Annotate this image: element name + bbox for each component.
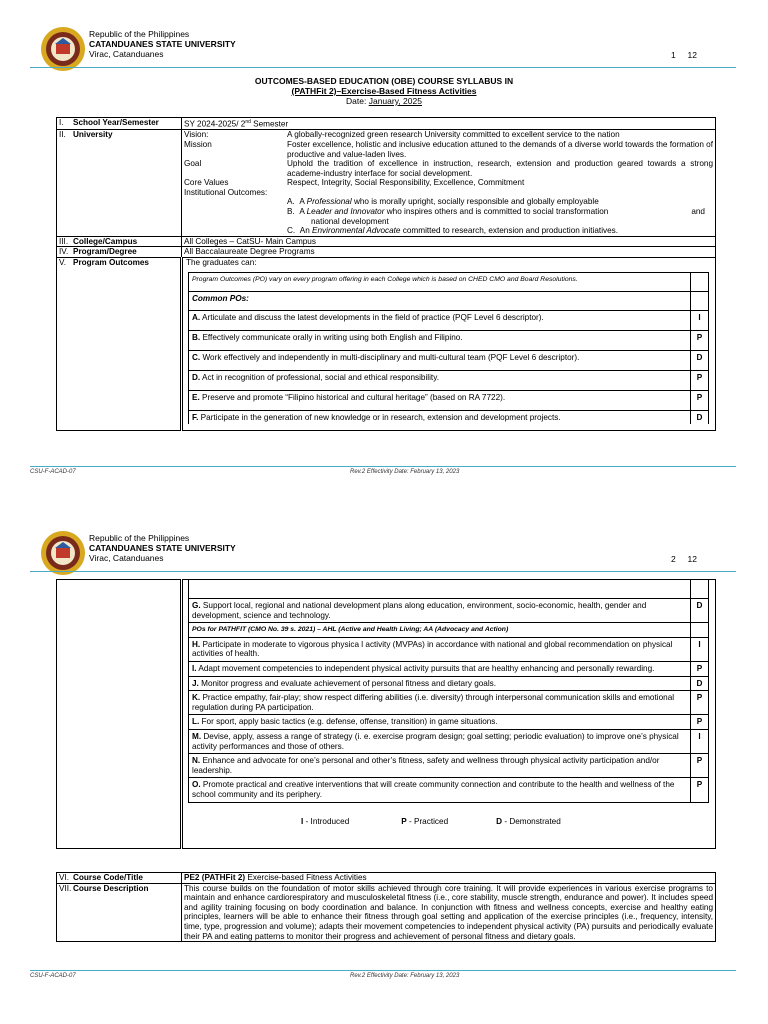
syllabus-table-1 xyxy=(56,117,716,431)
po-item: N. Enhance and advocate for one’s personal and other’s fitness, safety and wellness through physical activity participation and/or leadership. P xyxy=(189,754,708,778)
page-number: 2 12 xyxy=(671,554,698,564)
po-box-1: Program Outcomes (PO) vary on every program offering in each College which is based on CHED CMO and Board Resolutions. Common POs: A. Articulate and discuss the latest developments in the field of practice (PQF Level 6 descriptor). I B. Effectively communicate orally in writing using both English and Filipino. P C. Work effectively and independently in multi-disciplinary and multi-cultural team (PQF Level 6 descriptor). D D. Act in recognition of professional, social and ethical responsibility. P E. Preserve and promote “Filipino historical and cultural heritage” (based on RA 7722). P F. Participate in the generation of new knowledge or in research, extension and development projects. D xyxy=(188,272,709,425)
header-location: Virac, Catanduanes xyxy=(89,49,164,59)
po-item: I. Adapt movement competencies to independent physical activity pursuits that are healthy enhancing and personally rewarding. P xyxy=(189,662,708,677)
po-box-2: G. Support local, regional and national development plans along education, environment, socio-economic, health, gender and development, science and technology. D POs for PATHFIT (CMO No. 39 s. 2021) – AHL (Active and Health Living; AA (Advocacy and Action) H. Participate in moderate to vigorous physica l activity (MVPAs) in accordance with national and global recommendation on physical activities of health. I I. Adapt movement competencies to independent physical activity pursuits that are healthy enhancing and personally rewarding. P J. Monitor progress and evaluate achievement of personal fitness and dietary goals. D K. Practice empathy, fair-play; show respect differing abilities (i.e. diversity) through interpersonal communication skills and emotional regulation during PA participation. P L. For sport, apply basic tactics (e.g. defense, offense, transition) in game situations. P M. Devise, apply, assess a range of strategy (i. e. exercise program design; goal setting; periodic evaluation) to improve one’s physical activity performances and those of others. I N. Enhance and advocate for one’s personal and other’s fitness, safety and wellness through physical activity participation and/or leadership. P O. Promote practical and creative interventions that will create community connection and contribute to the health and wellness of the school community and its periphery. P xyxy=(188,580,709,803)
io-item: A. A Professional who is morally upright, socially responsible and globally employable xyxy=(287,197,599,207)
po-item: E. Preserve and promote “Filipino historical and cultural heritage” (based on RA 7722). P xyxy=(189,391,708,411)
footer-revision: Rev.2 Effectivity Date: February 13, 2023 xyxy=(350,973,460,979)
io-item: C. An Environmental Advocate committed to research, extension and production initiatives. xyxy=(287,226,619,236)
header-block xyxy=(89,29,236,59)
po-item: B. Effectively communicate orally in writing using both English and Filipino. P xyxy=(189,331,708,351)
po-item: F. Participate in the generation of new knowledge or in research, extension and development projects. D xyxy=(189,411,708,425)
university-seal-icon xyxy=(40,26,86,72)
course-description-text: This course builds on the foundation of motor skills achieved through core training. It will provide experiences in various exercise programs to maintain and enhance cardiorespiratory and musculoskeletal fitness (i.e., core stability, muscle strength, endurance and power). It includes speed and agility training focusing on body coordination and balance. In conjunction with fitness and wellness concepts, exercise and healthy eating principles, learners will be able to enhance their fitness through goal setting and application of the exercise principles (i.e., frequency, intensity, time, type, progression and volume); adapts their movement competencies to independent physical activity (PA) pursuits and periodically evaluate their PA and eating patterns to monitor their progress and achievement of personal fitness and dietary goals. xyxy=(182,883,716,942)
syllabus-table-2 xyxy=(56,579,716,849)
row-program-outcomes-cont xyxy=(57,580,716,849)
syllabus-title xyxy=(0,76,768,106)
po-item: G. Support local, regional and national development plans along education, environment, socio-economic, health, gender and development, science and technology. D xyxy=(189,599,708,623)
po-item: M. Devise, apply, assess a range of strategy (i. e. exercise program design; goal setting; periodic evaluation) to improve one’s physical activity performances and those of others. I xyxy=(189,730,708,754)
mission-text: Foster excellence, holistic and inclusive education attuned to the demands of a diverse world towards the formation of productive and value-laden lives. xyxy=(287,139,713,159)
po-legend: I - Introduced P - Practiced D - Demonstrated xyxy=(301,816,561,826)
footer-rule xyxy=(30,466,736,467)
header-block: Republic of the Philippines CATANDUANES STATE UNIVERSITY Virac, Catanduanes xyxy=(89,533,236,563)
page-number: 1 12 xyxy=(671,50,698,60)
footer-rule xyxy=(30,970,736,971)
goal-text: Uphold the tradition of excellence in instruction, research, extension and production geared towards a strong academe-industry interface for social development. xyxy=(287,159,713,178)
vision-text: A globally-recognized green research University committed to excellent service to the nation xyxy=(287,130,620,140)
header-rule xyxy=(30,571,736,572)
row-program-outcomes: V. Program Outcomes The graduates can: Program Outcomes (PO) vary on every program offering in each College which is based on CHED CMO and Board Resolutions. Common POs: A. Articulate and discuss the latest developments in the field of practice (PQF Level 6 descriptor). I B. Effectively communicate orally in writing using both English and Filipino. P C. Work effectively and independently in multi-disciplinary and multi-cultural team (PQF Level 6 descriptor). D D. Act in recognition of professional, social and ethical responsibility. P E. Preserve and promote “Filipino historical and cultural heritage” (based on RA 7722). P F. Participate in the generation of new knowledge or in research, extension and development projects. D xyxy=(57,258,716,431)
po-item: K. Practice empathy, fair-play; show respect differing abilities (i.e. diversity) through interpersonal communication skills and emotional regulation during PA participation. P xyxy=(189,691,708,715)
core-values-text: Respect, Integrity, Social Responsibility, Excellence, Commitment xyxy=(287,178,525,188)
row-university: II. University Vision: A globally-recognized green research University committed to excellent service to the nation Mission Foster excellence, holistic and inclusive education attuned to the demands of a diverse world towards the formation of productive and value-laden lives. Goal Uphold the tradition of excellence in instruction, research, extension and production geared towards a strong academe-industry interface for social development. Core Values Respect, Integrity, Social Responsibility, Excellence, Commitment Institutional Outcomes: A. A Professional who is morally upright, socially responsible and globally employable B. A Leader and Innovator who inspires others and is committed to social transformation and national development C. An Environmental Advocate committed to research, extension and production initiatives. xyxy=(57,130,716,237)
po-item: A. Articulate and discuss the latest developments in the field of practice (PQF Level 6 descriptor). I xyxy=(189,311,708,331)
title-line2: (PATHFit 2)–Exercise-Based Fitness Activities xyxy=(291,86,477,96)
row-course-code: VI. Course Code/Title PE2 (PATHFit 2) Exercise-based Fitness Activities xyxy=(57,873,716,884)
university-details: Vision: A globally-recognized green research University committed to excellent service to the nation Mission Foster excellence, holistic and inclusive education attuned to the demands of a diverse world towards the formation of productive and value-laden lives. Goal Uphold the tradition of excellence in instruction, research, extension and production geared towards a strong academe-industry interface for social development. Core Values Respect, Integrity, Social Responsibility, Excellence, Commitment Institutional Outcomes: xyxy=(184,130,713,197)
row-program: IV. Program/Degree All Baccalaureate Degree Programs xyxy=(57,247,716,258)
row-school-year: I. School Year/Semester SY 2024-2025/ 2nd Semester xyxy=(57,118,716,130)
row-college: III. College/Campus All Colleges – CatSU- Main Campus xyxy=(57,236,716,247)
institutional-outcomes xyxy=(184,197,713,235)
po-item: D. Act in recognition of professional, social and ethical responsibility. P xyxy=(189,371,708,391)
row-course-description: VII. Course Description This course builds on the foundation of motor skills achieved through core training. It will provide experiences in various exercise programs to maintain and enhance cardiorespiratory and musculoskeletal fitness (i.e., core stability, muscle strength, endurance and power). It includes speed and agility training focusing on body coordination and balance. In conjunction with fitness and wellness concepts, exercise and healthy eating principles, learners will be able to enhance their fitness through goal setting and application of the exercise principles (i.e., frequency, intensity, time, type, progression and volume); adapts their movement competencies to independent physical activity (PA) pursuits and periodically evaluate their PA and eating patterns to monitor their progress and achievement of personal fitness and dietary goals. xyxy=(57,883,716,942)
po-item: C. Work effectively and independently in multi-disciplinary and multi-cultural team (PQF Level 6 descriptor). D xyxy=(189,351,708,371)
footer-revision: Rev.2 Effectivity Date: February 13, 2023 xyxy=(350,469,460,475)
title-line1: OUTCOMES-BASED EDUCATION (OBE) COURSE SYLLABUS IN xyxy=(254,76,514,86)
po-item: L. For sport, apply basic tactics (e.g. defense, offense, transition) in game situations. P xyxy=(189,715,708,730)
po-item: H. Participate in moderate to vigorous physica l activity (MVPAs) in accordance with national and global recommendation on physical activities of health. I xyxy=(189,638,708,662)
footer-form-code: CSU-F-ACAD-07 xyxy=(30,973,76,979)
header-university: CATANDUANES STATE UNIVERSITY xyxy=(89,39,236,49)
po-item: J. Monitor progress and evaluate achievement of personal fitness and dietary goals. D xyxy=(189,677,708,692)
header-rule xyxy=(30,67,736,68)
footer-form-code: CSU-F-ACAD-07 xyxy=(30,469,76,475)
header-republic: Republic of the Philippines xyxy=(89,29,190,39)
university-seal-icon xyxy=(40,530,86,576)
title-date: Date: January, 2025 xyxy=(346,96,422,106)
syllabus-table-3 xyxy=(56,872,716,942)
po-item: O. Promote practical and creative interventions that will create community connection and contribute to the health and wellness of the school community and its periphery. P xyxy=(189,778,708,802)
page-2 xyxy=(0,504,768,1016)
io-item: B. A Leader and Innovator who inspires others and is committed to social transformation and national development xyxy=(287,207,705,226)
